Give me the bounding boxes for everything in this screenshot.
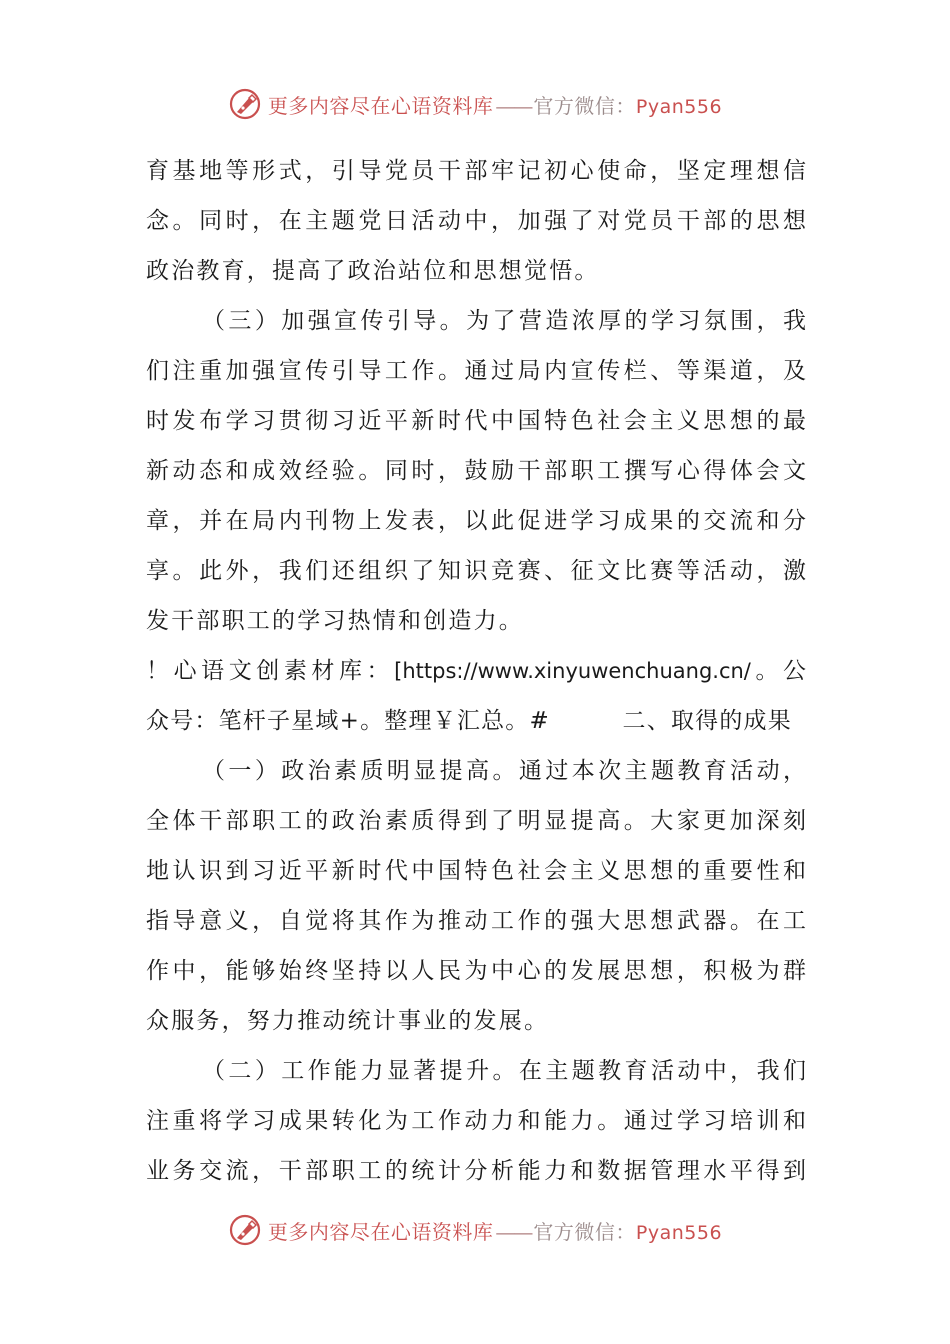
text-line: 念。同时，在主题党日活动中，加强了对党员干部的思想 — [146, 208, 806, 234]
pen-nib-logo-icon — [228, 87, 262, 121]
text-line: 章，并在局内刊物上发表，以此促进学习成果的交流和分 — [146, 508, 806, 534]
banner-text — [268, 1216, 722, 1245]
text-line: 注重将学习成果转化为工作动力和能力。通过学习培训和 — [146, 1108, 806, 1134]
text-line: 享。此外，我们还组织了知识竞赛、征文比赛等活动，激 — [146, 558, 806, 584]
watermark-url: [https://www.xinyuwenchuang.cn/ — [394, 659, 751, 683]
banner-dash: —— — [495, 1219, 532, 1244]
banner-wechat-id: Pyan556 — [635, 95, 723, 118]
banner-wechat-id: Pyan556 — [635, 1221, 723, 1244]
text-line: 业务交流，干部职工的统计分析能力和数据管理水平得到 — [146, 1158, 806, 1184]
text-line: 们注重加强宣传引导工作。通过局内宣传栏、等渠道，及 — [146, 358, 806, 384]
section-heading-line: （一）政治素质明显提高。通过本次主题教育活动， — [202, 758, 806, 784]
text-line: 指导意义，自觉将其作为推动工作的强大思想武器。在工 — [146, 908, 806, 934]
banner-main-text: 更多内容尽在心语资料库 — [267, 1219, 494, 1244]
text-line: 政治教育，提高了政治站位和思想觉悟。 — [146, 258, 600, 284]
text-line: 众服务，努力推动统计事业的发展。 — [146, 1008, 550, 1034]
banner-wechat-label: 官方微信： — [533, 93, 636, 118]
text-line: 作中，能够始终坚持以人民为中心的发展思想，积极为群 — [146, 958, 806, 984]
text-line: 新动态和成效经验。同时，鼓励干部职工撰写心得体会文 — [146, 458, 806, 484]
text-line: 育基地等形式，引导党员干部牢记初心使命，坚定理想信 — [146, 158, 806, 184]
text-line: 全体干部职工的政治素质得到了明显提高。大家更加深刻 — [146, 808, 806, 834]
text-line: 地认识到习近平新时代中国特色社会主义思想的重要性和 — [146, 858, 806, 884]
section-heading-line: （三）加强宣传引导。为了营造浓厚的学习氛围，我 — [202, 308, 806, 334]
text-line: 时发布学习贯彻习近平新时代中国特色社会主义思想的最 — [146, 408, 806, 434]
banner-wechat-label: 官方微信： — [533, 1219, 636, 1244]
watermark-line: 众号：笔杆子星域+。整理￥汇总。# 二、取得的成果 — [146, 708, 792, 734]
header-banner — [0, 84, 950, 124]
section-heading-line: （二）工作能力显著提升。在主题教育活动中，我们 — [202, 1058, 806, 1084]
banner-main-text: 更多内容尽在心语资料库 — [267, 93, 494, 118]
pen-nib-logo-icon — [228, 1213, 262, 1247]
watermark-line: ！心语文创素材库：[https://www.xinyuwenchuang.cn/。公 — [146, 658, 806, 684]
footer-banner — [0, 1210, 950, 1250]
banner-text — [268, 90, 722, 119]
text-line: 发干部职工的学习热情和创造力。 — [146, 608, 524, 634]
document-body — [146, 146, 806, 1196]
banner-dash: —— — [495, 93, 532, 118]
